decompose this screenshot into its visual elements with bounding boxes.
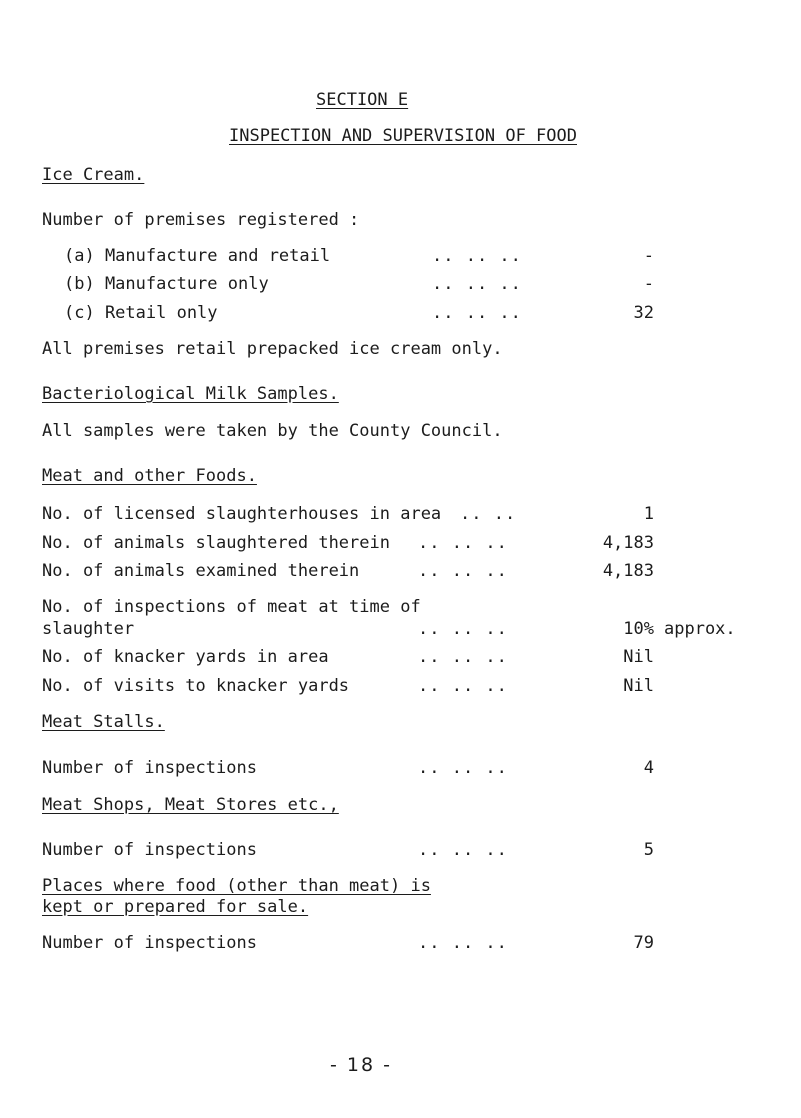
meat-stalls-dots: .. .. ..	[418, 758, 508, 778]
meat-inspection-label-line1: No. of inspections of meat at time of	[42, 597, 421, 617]
meat-inspection-value: 10%	[623, 619, 654, 639]
meat-stalls-heading: Meat Stalls.	[42, 712, 165, 732]
ice-cream-item-a-label: (a) Manufacture and retail	[64, 246, 331, 266]
knacker-visits-dots: .. .. ..	[418, 676, 508, 696]
main-heading: INSPECTION AND SUPERVISION OF FOOD	[229, 126, 577, 146]
animals-slaughtered-label: No. of animals slaughtered therein	[42, 533, 390, 553]
meat-inspection-suffix: approx.	[664, 619, 736, 639]
meat-stalls-label: Number of inspections	[42, 758, 257, 778]
meat-shops-dots: .. .. ..	[418, 840, 508, 860]
ice-cream-item-c-label: (c) Retail only	[64, 303, 218, 323]
places-dots: .. .. ..	[418, 933, 508, 953]
meat-shops-heading: Meat Shops, Meat Stores etc.,	[42, 795, 339, 815]
knacker-visits-label: No. of visits to knacker yards	[42, 676, 350, 696]
meat-heading: Meat and other Foods.	[42, 466, 257, 486]
page-number: - 18 -	[330, 1054, 392, 1076]
knacker-yards-value: Nil	[623, 647, 654, 667]
ice-cream-item-b-label: (b) Manufacture only	[64, 274, 269, 294]
knacker-yards-label: No. of knacker yards in area	[42, 647, 329, 667]
ice-cream-item-c-dots: .. .. ..	[432, 303, 522, 323]
meat-shops-label: Number of inspections	[42, 840, 257, 860]
slaughterhouses-value: 1	[643, 504, 654, 524]
slaughterhouses-label: No. of licensed slaughterhouses in area	[42, 504, 442, 524]
places-label: Number of inspections	[42, 933, 257, 953]
animals-slaughtered-dots: .. .. ..	[418, 533, 508, 553]
knacker-yards-dots: .. .. ..	[418, 647, 508, 667]
animals-examined-label: No. of animals examined therein	[42, 561, 360, 581]
animals-slaughtered-value: 4,183	[602, 533, 654, 553]
ice-cream-item-a-value: -	[643, 246, 654, 266]
meat-stalls-value: 4	[643, 758, 654, 778]
milk-note: All samples were taken by the County Council.	[42, 421, 503, 441]
meat-inspection-dots: .. .. ..	[418, 619, 508, 639]
section-title: SECTION E	[316, 90, 409, 110]
places-value: 79	[633, 933, 654, 953]
knacker-visits-value: Nil	[623, 676, 654, 696]
places-heading-line1: Places where food (other than meat) is	[42, 876, 431, 896]
ice-cream-item-b-dots: .. .. ..	[432, 274, 522, 294]
premises-intro: Number of premises registered :	[42, 210, 360, 230]
places-heading-line2: kept or prepared for sale.	[42, 897, 309, 917]
ice-cream-item-b-value: -	[643, 274, 654, 294]
ice-cream-item-a-dots: .. .. ..	[432, 246, 522, 266]
slaughterhouses-dots: .. ..	[460, 504, 517, 524]
ice-cream-note: All premises retail prepacked ice cream only.	[42, 339, 503, 359]
meat-inspection-label-line2: slaughter	[42, 619, 135, 639]
animals-examined-dots: .. .. ..	[418, 561, 508, 581]
meat-shops-value: 5	[643, 840, 654, 860]
milk-heading: Bacteriological Milk Samples.	[42, 384, 339, 404]
ice-cream-heading: Ice Cream.	[42, 165, 145, 185]
ice-cream-item-c-value: 32	[633, 303, 654, 323]
animals-examined-value: 4,183	[602, 561, 654, 581]
